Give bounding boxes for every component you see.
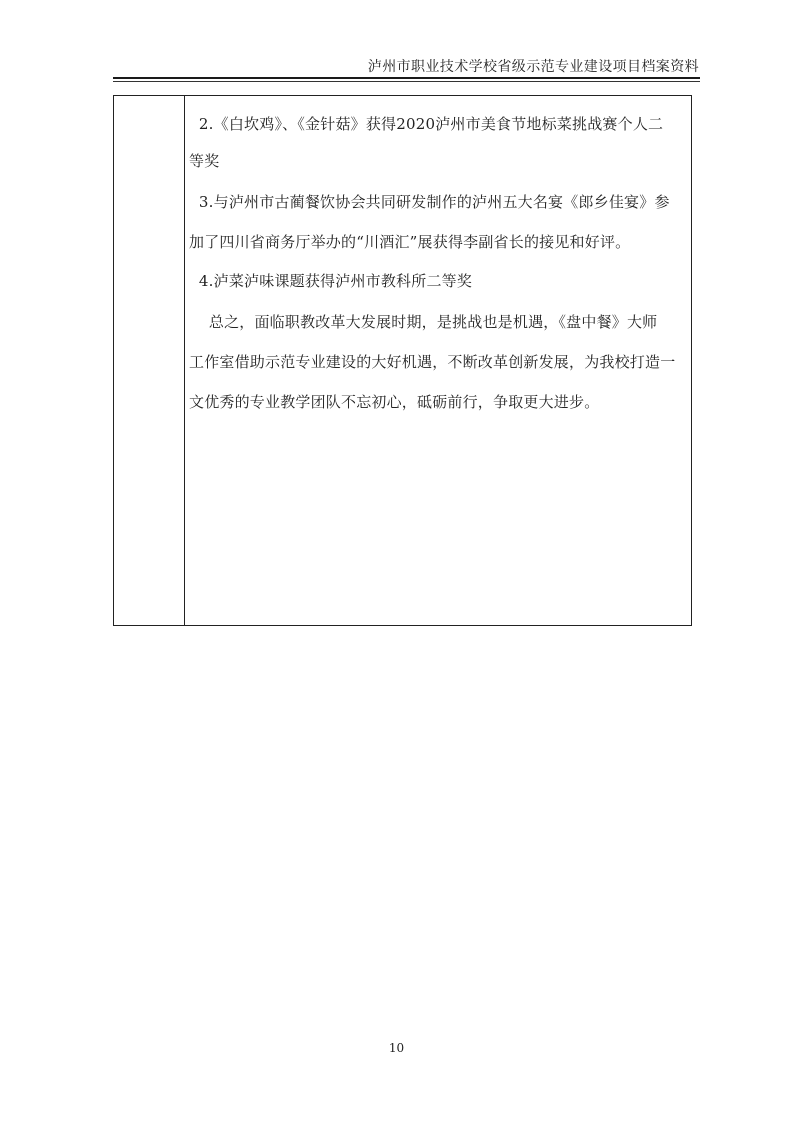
- page-number: 10: [388, 1041, 405, 1055]
- paragraph-line: 等奖: [189, 152, 220, 170]
- label-column: [114, 96, 185, 625]
- paragraph-line: 文优秀的专业教学团队不忘初心，砥砺前行，争取更大进步。: [189, 393, 600, 411]
- paragraph-line: 2.《白坎鸡》、《金针菇》获得2020泸州市美食节地标菜挑战赛个人二: [189, 115, 664, 133]
- paragraph-line: 工作室借助示范专业建设的大好机遇，不断改革创新发展，为我校打造一: [189, 353, 676, 371]
- paragraph-line: 4.泸菜泸味课题获得泸州市教科所二等奖: [189, 272, 473, 290]
- header-rule: [113, 77, 700, 79]
- paragraph-line: 总之，面临职教改革大发展时期，是挑战也是机遇，《盘中餐》大师: [189, 313, 658, 331]
- content-column: [185, 96, 691, 625]
- header-title: 泸州市职业技术学校省级示范专业建设项目档案资料: [367, 59, 699, 75]
- paragraph-line: 3.与泸州市古蔺餐饮协会共同研发制作的泸州五大名宴《郎乡佳宴》参: [189, 193, 670, 211]
- content-table: [113, 95, 692, 626]
- paragraph-line: 加了四川省商务厅举办的“川酒汇”展获得李副省长的接见和好评。: [189, 233, 631, 251]
- header-rule-thin: [113, 81, 700, 82]
